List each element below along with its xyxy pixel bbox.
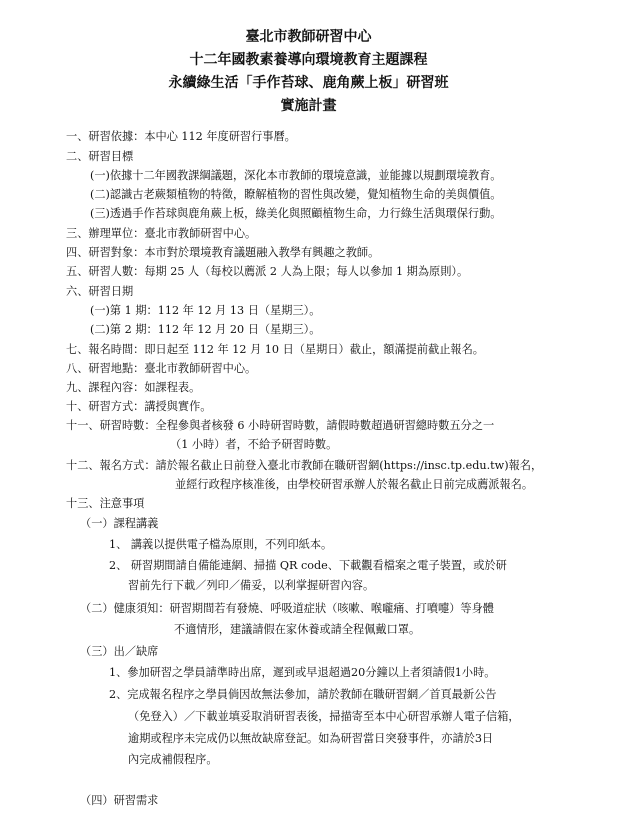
attendance-item-2-cont-3: 內完成補假程序。 [128, 753, 218, 766]
goal-item-2: (二)認識古老蕨類植物的特徵，瞭解植物的習性與改變，覺知植物生命的美與價值。 [90, 188, 502, 201]
attendance-item-1: 1、參加研習之學員請準時出席，遲到或早退超過20分鐘以上者須請假1小時。 [109, 666, 496, 679]
handout-item-2-cont: 習前先行下載／列印／備妥，以利掌握研習內容。 [128, 579, 375, 592]
course-title: 永續綠生活「手作苔球、鹿角蕨上板」研習班 [168, 75, 449, 91]
notes-needs-heading: （四）研習需求 [80, 794, 159, 807]
notes-attendance-heading: （三）出／缺席 [80, 645, 159, 658]
section-audience: 四、研習對象：本市對於環境教育議題融入教學有興趣之教師。 [66, 246, 380, 259]
date-item-2: (二)第 2 期：112 年 12 月 20 日（星期三）。 [90, 323, 321, 336]
section-content: 九、課程內容：如課程表。 [66, 381, 201, 394]
section-hours-cont: （1 小時）者，不給予研習時數。 [170, 438, 338, 451]
handout-item-1: 1、 講義以提供電子檔為原則，不列印紙本。 [109, 538, 333, 551]
handout-item-2: 2、 研習期間請自備能連網、掃描 QR code、下載觀看檔案之電子裝置，或於研 [109, 559, 507, 572]
section-signup-method-cont: 並經行政程序核准後，由學校研習承辦人於報名截止日前完成薦派報名。 [175, 478, 534, 491]
section-method: 十、研習方式：講授與實作。 [66, 400, 212, 413]
section-organizer: 三、辦理單位：臺北市教師研習中心。 [66, 227, 257, 240]
section-signup-method: 十二、報名方式：請於報名截止日前登入臺北市教師在職研習網(https://insc.tp.edu.tw)報名， [66, 459, 543, 472]
notes-handouts-heading: （一）課程講義 [80, 517, 159, 530]
program-title: 十二年國教素養導向環境教育主題課程 [189, 52, 428, 68]
attendance-item-2-cont-2: 逾期或程序未完成仍以無故缺席登記。如為研習當日突發事件，亦請於3日 [128, 732, 494, 745]
goal-item-3: (三)透過手作苔球與鹿角蕨上板，綠美化與照顧植物生命，力行綠生活與環保行動。 [90, 207, 502, 220]
goal-item-1: (一)依據十二年國教課綱議題，深化本市教師的環境意識，並能據以規劃環境教育。 [90, 169, 502, 182]
section-notes-heading: 十三、注意事項 [66, 497, 145, 510]
section-location: 八、研習地點：臺北市教師研習中心。 [66, 362, 257, 375]
section-hours: 十一、研習時數：全程參與者核發 6 小時研習時數，請假時數超過研習總時數五分之一 [66, 419, 495, 432]
section-basis: 一、研習依據：本中心 112 年度研習行事曆。 [66, 130, 296, 143]
plan-title: 實施計畫 [280, 98, 337, 114]
section-dates-heading: 六、研習日期 [66, 285, 134, 298]
section-signup-time: 七、報名時間：即日起至 112 年 12 月 10 日（星期日）截止，額滿提前截止報名。 [66, 343, 484, 356]
org-title: 臺北市教師研習中心 [245, 29, 372, 45]
section-headcount: 五、研習人數：每期 25 人（每校以薦派 2 人為上限；每人以參加 1 期為原則）。 [66, 265, 469, 278]
date-item-1: (一)第 1 期：112 年 12 月 13 日（星期三）。 [90, 304, 321, 317]
notes-health-cont: 不適情形，建議請假在家休養或請全程佩戴口罩。 [174, 623, 421, 636]
notes-health: （二）健康須知：研習期間若有發燒、呼吸道症狀（咳嗽、喉嚨痛、打噴嚏）等身體 [80, 602, 494, 615]
section-goals-heading: 二、研習目標 [66, 150, 134, 163]
attendance-item-2: 2、完成報名程序之學員倘因故無法參加，請於教師在職研習網／首頁最新公告 [109, 688, 497, 701]
attendance-item-2-cont-1: （免登入）／下載並填妥取消研習表後，掃描寄至本中心研習承辦人電子信箱， [128, 710, 520, 723]
